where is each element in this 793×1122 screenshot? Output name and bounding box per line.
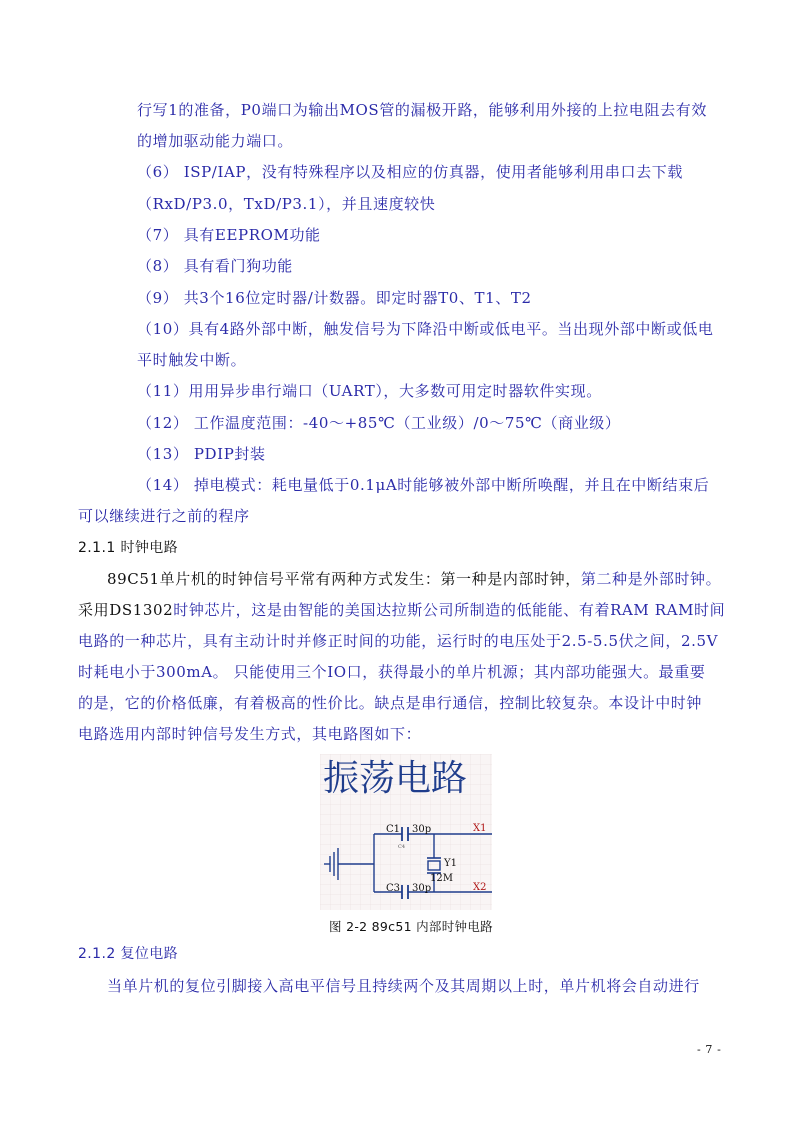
clock-paragraph-line xyxy=(107,569,721,589)
list-item-9: （9） 共3个16位定时器/计数器。即定时器T0、T1、T2 xyxy=(137,289,532,307)
list-item-6: （6） ISP/IAP，没有特殊程序以及相应的仿真器，使用者能够利用串口去下载 xyxy=(137,163,683,181)
clock-paragraph-line xyxy=(78,600,725,620)
text-line: 的增加驱动能力端口。 xyxy=(137,132,294,150)
clock-paragraph-line: 时耗电小于300mA。 只能使用三个IO口，获得最小的单片机源；其内部功能强大。最重要 xyxy=(78,663,706,681)
figure-title: 振荡电路 xyxy=(323,758,468,799)
section-heading-clock: 2.1.1 时钟电路 xyxy=(78,540,179,556)
clock-paragraph-line: 电路选用内部时钟信号发生方式，其电路图如下： xyxy=(78,725,422,743)
oscillator-circuit-figure xyxy=(320,754,492,910)
reset-paragraph-line: 当单片机的复位引脚接入高电平信号且持续两个及其周期以上时，单片机将会自动进行 xyxy=(107,977,700,995)
clock-paragraph-text: 采用DS1302 xyxy=(78,601,174,619)
list-item-8: （8） 具有看门狗功能 xyxy=(137,257,293,275)
text-line: 可以继续进行之前的程序 xyxy=(78,507,250,525)
x1-label: X1 xyxy=(473,823,487,834)
list-item-12: （12） 工作温度范围：-40～+85℃（工业级）/0～75℃（商业级） xyxy=(137,414,621,432)
clock-paragraph-line: 的是，它的价格低廉，有着极高的性价比。缺点是串行通信，控制比较复杂。本设计中时钟 xyxy=(78,694,703,712)
x2-label: X2 xyxy=(473,882,487,893)
text-line: （RxD/P3.0，TxD/P3.1），并且速度较快 xyxy=(137,195,436,213)
figure-caption: 图 2-2 89c51 内部时钟电路 xyxy=(329,919,493,934)
list-item-10: （10）具有4路外部中断，触发信号为下降沿中断或低电平。当出现外部中断或低电 xyxy=(137,320,714,338)
c1-value-label: 30p xyxy=(412,824,432,835)
page-number: - 7 - xyxy=(697,1043,722,1056)
c3-value-label: 30p xyxy=(412,883,432,894)
list-item-13: （13） PDIP封装 xyxy=(137,445,266,463)
y1-label: Y1 xyxy=(444,858,457,869)
oscillator-circuit-diagram xyxy=(320,754,492,910)
text-line: 平时触发中断。 xyxy=(137,351,247,369)
y1-value-label: 12M xyxy=(430,873,453,884)
clock-paragraph-text-blue: 时钟芯片，这是由智能的美国达拉斯公司所制造的低能能、有着RAM RAM时间 xyxy=(173,601,726,619)
clock-paragraph-text-blue: 第二种是外部时钟。 xyxy=(580,570,722,588)
clock-paragraph-text: 89C51单片机的时钟信号平常有两种方式发生：第一种是内部时钟， xyxy=(107,570,581,588)
list-item-7: （7） 具有EEPROM功能 xyxy=(137,226,321,244)
c1-label: C1 xyxy=(386,824,401,835)
c4-label: C4 xyxy=(398,844,406,850)
section-heading-reset: 2.1.2 复位电路 xyxy=(78,946,179,962)
list-item-14: （14） 掉电模式：耗电量低于0.1μA时能够被外部中断所唤醒，并且在中断结束后 xyxy=(137,476,710,494)
text-line: 行写1的准备，P0端口为输出MOS管的漏极开路，能够利用外接的上拉电阻去有效 xyxy=(137,101,707,119)
clock-paragraph-line: 电路的一种芯片，具有主动计时并修正时间的功能，运行时的电压处于2.5-5.5伏之间，2.5V xyxy=(78,632,719,650)
c3-label: C3 xyxy=(386,883,401,894)
list-item-11: （11）用用异步串行端口（UART），大多数可用定时器软件实现。 xyxy=(137,382,602,400)
